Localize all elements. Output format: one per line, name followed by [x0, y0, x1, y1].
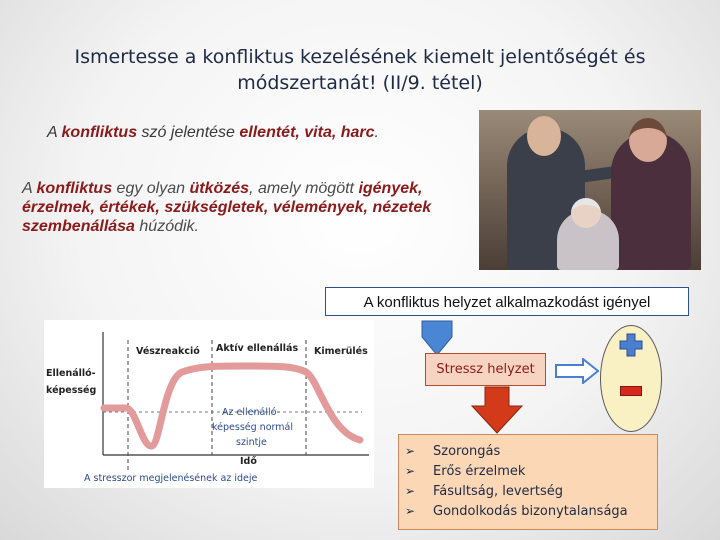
bullet-arrow-icon: ➢: [405, 444, 416, 458]
stress-situation-box: Stressz helyzet: [425, 353, 546, 386]
para-part-3: egy olyan: [112, 180, 190, 197]
stress-effects-list: [398, 434, 658, 530]
list-item: [405, 461, 657, 481]
phase-label-alarm: Vészreakció: [136, 346, 200, 357]
plus-icon: [619, 333, 643, 357]
stress-response-diagram: [44, 320, 374, 488]
bullet-arrow-icon: ➢: [405, 504, 416, 518]
baseline-label-line-1: Az ellenálló-: [222, 407, 281, 418]
baseline-label-line-3: szintje: [236, 437, 267, 448]
effect-label: Gondolkodás bizonytalansága: [433, 503, 628, 519]
slide-title: [40, 44, 680, 96]
title-line-2: módszertanát! (II/9. tétel): [237, 72, 483, 94]
baseline-label-line-2: képesség normál: [212, 422, 293, 433]
photo-woman-head: [629, 118, 667, 162]
definition-text: [47, 124, 467, 142]
y-label-line-1: Ellenálló-: [46, 368, 96, 379]
para-keyword-utkozes: ütközés: [189, 180, 250, 197]
definition-paragraph: [22, 179, 482, 236]
def-keyword-konfliktus: konfliktus: [61, 124, 138, 141]
title-line-1: Ismertesse a konfliktus kezelésének kiemelt jelentőségét és: [74, 46, 646, 68]
def-keywords-meaning: ellentét, vita, harc: [239, 124, 375, 141]
def-part-5: .: [374, 124, 379, 141]
bullet-arrow-icon: ➢: [405, 484, 416, 498]
x-axis-label: Idő: [240, 456, 257, 467]
phase-label-resistance: Aktív ellenállás: [216, 343, 299, 354]
para-part-1: A: [22, 180, 37, 197]
phase-label-exhaustion: Kimerülés: [314, 346, 368, 357]
effect-label: Erős érzelmek: [433, 463, 526, 479]
photo-man-head: [527, 116, 561, 156]
def-part-1: A: [47, 124, 62, 141]
arrow-down-blue-icon: [418, 319, 456, 357]
list-item: [405, 481, 657, 501]
arrow-right-icon: [555, 358, 599, 384]
list-item: [405, 501, 657, 521]
list-item: [405, 441, 657, 461]
para-part-7: húzódik.: [134, 218, 199, 235]
para-keyword-konfliktus: konfliktus: [36, 180, 113, 197]
minus-icon: [620, 386, 642, 396]
effect-label: Fásultság, levertség: [433, 483, 563, 499]
para-keyword-list: igények, érzelmek, értékek, szükségletek, vélemények, nézetek szembenállása: [22, 180, 432, 235]
bullet-arrow-icon: ➢: [405, 464, 416, 478]
stressor-time-label: A stresszor megjelenésének az ideje: [84, 473, 258, 484]
arrow-down-red-icon: [471, 386, 523, 434]
def-part-3: szó jelentése: [137, 124, 240, 141]
para-part-5: , amely mögött: [249, 180, 359, 197]
y-label-line-2: képesség: [46, 385, 97, 396]
adaptation-box: A konfliktus helyzet alkalmazkodást igényel: [325, 287, 689, 316]
photo-elderly-head: [571, 198, 601, 228]
effect-label: Szorongás: [433, 443, 501, 459]
conflict-photo: [479, 110, 701, 270]
